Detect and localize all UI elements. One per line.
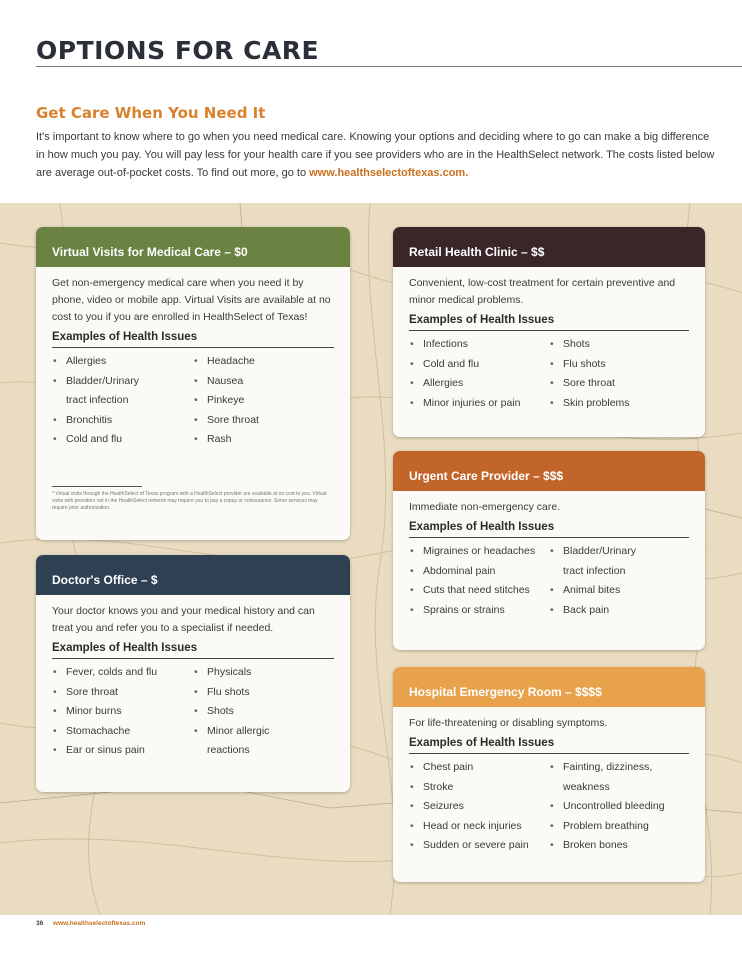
list-item: • Nausea [193, 372, 334, 392]
list-item: • Sore throat [52, 683, 193, 703]
list-item: • Minor burns [52, 702, 193, 722]
list-item: • Headache [193, 352, 334, 372]
list-item: • Shots [193, 702, 334, 722]
footnote-rule [52, 486, 142, 487]
virtual-visits-description: Get non-emergency medical care when you need it by phone, video or mobile app. Virtual Visits are available at no cost to you if you are enrolled in HealthSelect of Texas! [52, 277, 331, 323]
list-item: • Uncontrolled bleeding [549, 797, 689, 817]
list-item: • Abdominal pain [409, 562, 549, 582]
list-item: • Sore throat [549, 374, 689, 394]
virtual-visits-card [36, 227, 350, 540]
virtual-examples-heading: Examples of Health Issues [52, 329, 334, 348]
urgent-care-card [393, 451, 705, 650]
retail-clinic-description: Convenient, low-cost treatment for certain preventive and minor medical problems. [409, 277, 676, 306]
list-item: • Bladder/Urinary [549, 542, 689, 562]
er-examples-heading: Examples of Health Issues [409, 735, 689, 754]
list-item: • Problem breathing [549, 817, 689, 837]
list-item: • Allergies [52, 352, 193, 372]
doctors-office-title: Doctor's Office – $ [52, 573, 158, 587]
intro-link[interactable]: www.healthselectoftexas.com. [309, 167, 469, 179]
list-item: • Sudden or severe pain [409, 836, 549, 856]
retail-examples-col2 [549, 335, 689, 413]
list-item: • Pinkeye [193, 391, 334, 411]
urgent-care-header [393, 451, 705, 491]
hospital-er-header [393, 667, 705, 707]
list-item: • Shots [549, 335, 689, 355]
urgent-care-title: Urgent Care Provider – $$$ [409, 469, 564, 483]
list-item: • Migraines or headaches [409, 542, 549, 562]
footnote-text: * Virtual visits through the HealthSelect of Texas program with a HealthSelect provider are available at no cost to you. Virtual visits with providers not in the HealthSelect network may require you to pay a copay or coinsurance. Some services may require prior authorization. [52, 490, 327, 511]
list-item: • Infections [409, 335, 549, 355]
list-item: • Animal bites [549, 581, 689, 601]
list-item: • Flu shots [193, 683, 334, 703]
list-item: • Broken bones [549, 836, 689, 856]
list-item: reactions [207, 744, 250, 756]
urgent-examples-col1 [409, 542, 549, 620]
er-examples-col2 [549, 758, 689, 856]
urgent-care-description: Immediate non-emergency care. [409, 501, 561, 513]
list-item: • Allergies [409, 374, 549, 394]
doctors-office-header [36, 555, 350, 595]
virtual-visits-title: Virtual Visits for Medical Care – $0 [52, 245, 248, 259]
list-item: • Cuts that need stitches [409, 581, 549, 601]
page-title: OPTIONS FOR CARE [36, 36, 320, 65]
list-item: • Back pain [549, 601, 689, 621]
list-item: • Ear or sinus pain [52, 741, 193, 761]
section-subhead: Get Care When You Need It [36, 104, 266, 122]
list-item: • Rash [193, 430, 334, 450]
virtual-visits-header [36, 227, 350, 267]
list-item: • Head or neck injuries [409, 817, 549, 837]
list-item: tract infection [66, 394, 129, 406]
footer-url[interactable]: www.healthselectoftexas.com [53, 920, 146, 927]
list-item: • Skin problems [549, 394, 689, 414]
doctor-examples-col1 [52, 663, 193, 761]
doctors-office-card [36, 555, 350, 792]
urgent-examples-heading: Examples of Health Issues [409, 519, 689, 538]
hospital-er-title: Hospital Emergency Room – $$$$ [409, 685, 602, 699]
retail-examples-col1 [409, 335, 549, 413]
virtual-examples-col2 [193, 352, 334, 450]
virtual-examples-col1 [52, 352, 193, 450]
urgent-examples-col2 [549, 542, 689, 620]
list-item: • Stomachache [52, 722, 193, 742]
intro-paragraph [36, 128, 716, 182]
retail-clinic-card [393, 227, 705, 437]
hospital-er-description: For life-threatening or disabling symptoms. [409, 717, 608, 729]
page-number: 36 [36, 920, 44, 927]
list-item: • Bladder/Urinary [52, 372, 193, 392]
list-item: • Chest pain [409, 758, 549, 778]
doctors-office-description: Your doctor knows you and your medical history and can treat you and refer you to a specialist if needed. [52, 605, 315, 634]
intro-text: It's important to know where to go when you need medical care. Knowing your options and deciding where to go can make a big difference in how much you pay. You will pay less for your health care if you see providers who are in the HealthSelect network. The costs listed below are average out-of-pocket costs. To find out more, go to [36, 131, 715, 179]
list-item: • Cold and flu [52, 430, 193, 450]
list-item: • Sprains or strains [409, 601, 549, 621]
list-item: • Fever, colds and flu [52, 663, 193, 683]
list-item: tract infection [563, 564, 626, 577]
list-item: • Minor allergic [193, 722, 334, 742]
list-item: weakness [563, 780, 610, 793]
er-examples-col1 [409, 758, 549, 856]
page-footer [36, 920, 145, 927]
list-item: • Physicals [193, 663, 334, 683]
list-item: • Cold and flu [409, 355, 549, 375]
title-divider [36, 66, 742, 67]
retail-examples-heading: Examples of Health Issues [409, 312, 689, 331]
hospital-er-card [393, 667, 705, 882]
list-item: • Fainting, dizziness, [549, 758, 689, 778]
retail-clinic-title: Retail Health Clinic – $$ [409, 245, 545, 259]
list-item: • Sore throat [193, 411, 334, 431]
list-item: • Bronchitis [52, 411, 193, 431]
retail-clinic-header [393, 227, 705, 267]
list-item: • Stroke [409, 778, 549, 798]
list-item: • Seizures [409, 797, 549, 817]
doctor-examples-col2 [193, 663, 334, 761]
doctor-examples-heading: Examples of Health Issues [52, 640, 334, 659]
list-item: • Minor injuries or pain [409, 394, 549, 414]
list-item: • Flu shots [549, 355, 689, 375]
